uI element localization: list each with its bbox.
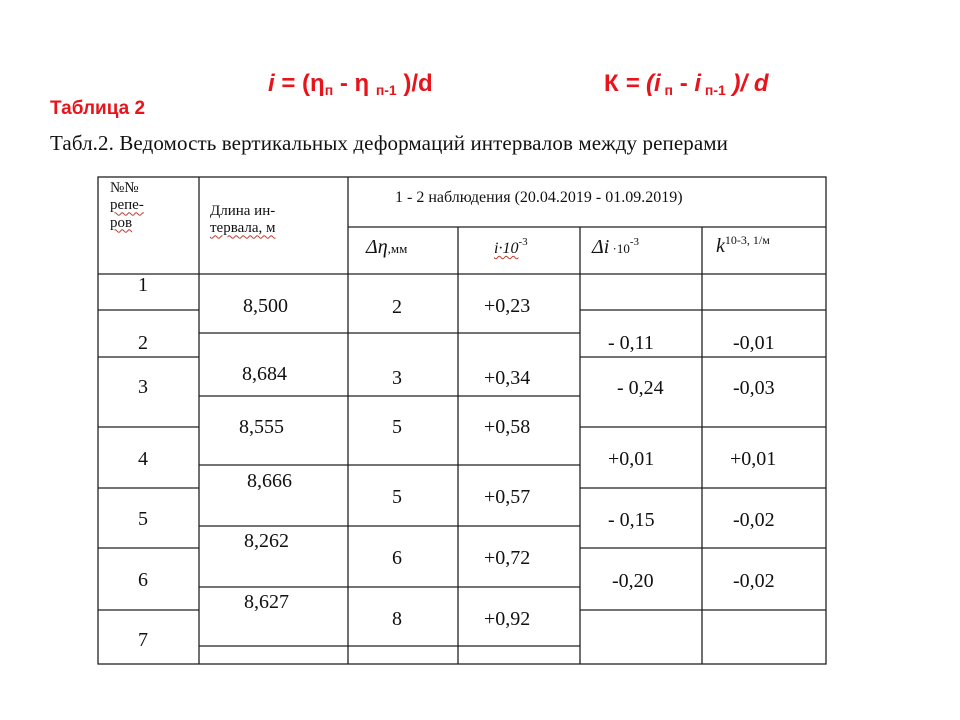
header-benchmark-line3: ров <box>110 214 133 231</box>
delta-i-value: - 0,24 <box>617 377 664 399</box>
header-delta-i-symbol: Δi <box>592 236 610 258</box>
header-delta-i-exponent: -3 <box>629 236 640 248</box>
header-benchmark-line2: репе- <box>110 197 144 214</box>
formula-k-rhs: )/ d <box>725 70 769 97</box>
benchmark-number: 6 <box>138 569 148 591</box>
header-delta-i-mid: ·10 <box>609 241 630 256</box>
table-caption: Табл.2. Ведомость вертикальных деформаций интервалов между реперами <box>50 131 729 155</box>
header-benchmark-line1: №№ <box>110 180 139 196</box>
header-i-symbol: i·10 <box>494 240 519 257</box>
header-k-exponent: 10-3, 1/м <box>724 233 770 247</box>
benchmark-number: 2 <box>138 332 148 354</box>
formula-i-sub2: п-1 <box>375 82 397 98</box>
slope-value: +0,72 <box>484 547 531 569</box>
delta-eta-value: 2 <box>392 296 402 318</box>
delta-i-value: - 0,11 <box>608 332 654 354</box>
interval-length: 8,500 <box>243 295 288 317</box>
header-observation: 1 - 2 наблюдения (20.04.2019 - 01.09.2019) <box>395 189 683 206</box>
delta-eta-value: 6 <box>392 547 402 569</box>
delta-eta-value: 5 <box>392 486 402 508</box>
formula-k-i1: i <box>654 70 661 97</box>
header-i-exponent: -3 <box>518 236 528 248</box>
curvature-k-value: -0,03 <box>733 377 775 399</box>
formula-k-sub2: п-1 <box>701 82 726 98</box>
formula-i-symbol: i <box>268 70 275 97</box>
delta-eta-value: 8 <box>392 608 402 630</box>
benchmark-number: 5 <box>138 508 148 530</box>
delta-i-value: +0,01 <box>608 448 655 470</box>
curvature-k-value: +0,01 <box>730 448 777 470</box>
interval-length: 8,684 <box>242 363 287 385</box>
header-delta-eta-symbol: Δη <box>366 236 388 258</box>
formula-k-mid: - <box>673 70 695 97</box>
formula-i-eq: = (η <box>274 70 325 97</box>
slope-value: +0,23 <box>484 295 531 317</box>
delta-i-value: -0,20 <box>612 570 654 592</box>
interval-length: 8,666 <box>247 470 292 492</box>
header-delta-eta <box>366 236 407 259</box>
header-length <box>210 203 276 238</box>
benchmark-number: 3 <box>138 376 148 398</box>
formula-k-eq: = ( <box>618 70 654 97</box>
benchmark-number: 7 <box>138 629 148 651</box>
slope-value: +0,58 <box>484 416 531 438</box>
interval-length: 8,262 <box>244 530 289 552</box>
interval-length: 8,555 <box>239 416 284 438</box>
benchmark-number: 4 <box>138 448 148 470</box>
formula-k-sub1: п <box>660 82 674 98</box>
header-length-line1: Длина ин- <box>210 203 276 219</box>
slope-value: +0,57 <box>484 486 531 508</box>
header-k-symbol: k <box>716 235 725 257</box>
table-label: Таблица 2 <box>50 98 146 119</box>
slope-value: +0,34 <box>484 367 531 389</box>
benchmark-number: 1 <box>138 274 148 296</box>
curvature-k-value: -0,02 <box>733 509 775 531</box>
delta-i-value: - 0,15 <box>608 509 655 531</box>
formula-k-symbol: К <box>604 70 619 97</box>
curvature-k-value: -0,01 <box>733 332 775 354</box>
interval-length: 8,627 <box>244 591 289 613</box>
delta-eta-value: 3 <box>392 367 402 389</box>
formula-i-mid: - η <box>333 70 376 97</box>
curvature-k-value: -0,02 <box>733 570 775 592</box>
formula-k-i2: i <box>694 70 702 97</box>
slope-value: +0,92 <box>484 608 531 630</box>
header-length-line2: тервала, м <box>210 220 276 237</box>
header-k <box>716 234 770 258</box>
header-delta-eta-unit: ,мм <box>387 241 408 256</box>
header-delta-i <box>592 236 639 259</box>
formula-i-sub1: п <box>324 82 334 98</box>
formula-i-rhs: )/d <box>396 70 433 97</box>
header-i <box>494 236 528 258</box>
delta-eta-value: 5 <box>392 416 402 438</box>
header-benchmark <box>110 180 144 232</box>
